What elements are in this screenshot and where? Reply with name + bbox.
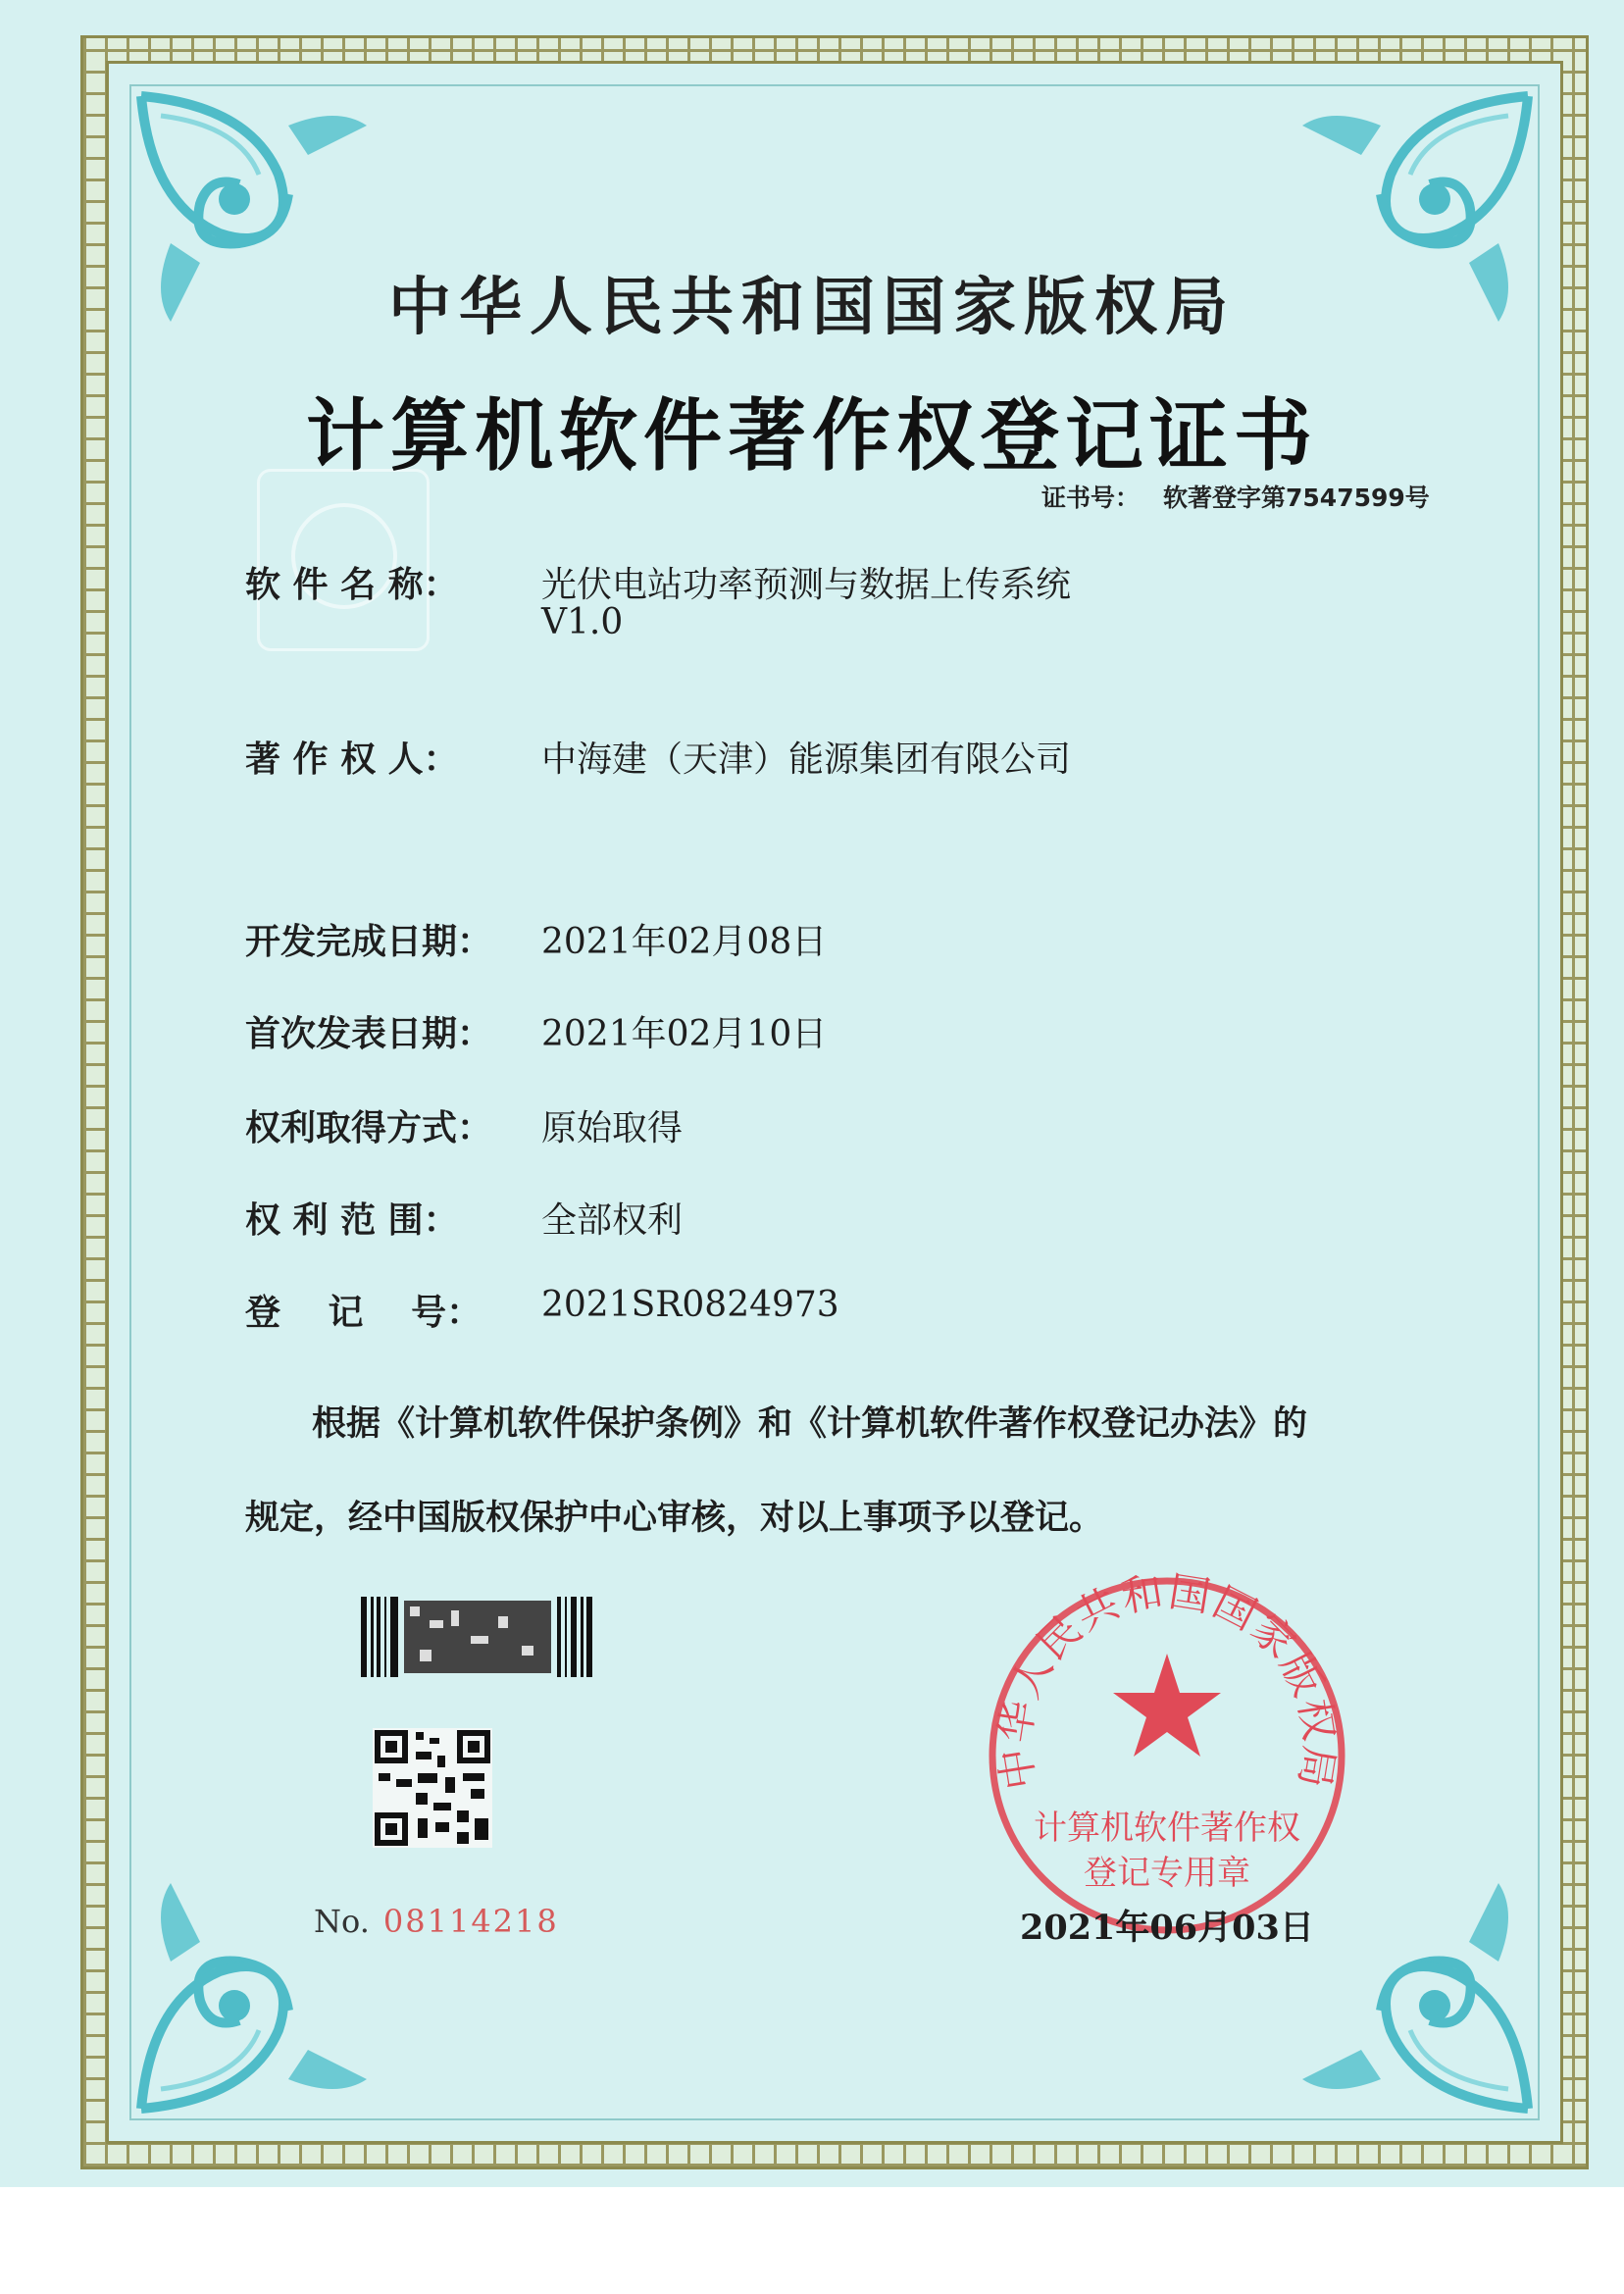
issuer-title: 中华人民共和国国家版权局 (388, 272, 1236, 344)
barcode-icon (361, 1597, 592, 1677)
field-value: 2021年02月08日 (541, 922, 828, 962)
field-value: 全部权利 (541, 1200, 684, 1241)
seal-inner-text: 登记专用章 (1084, 1854, 1250, 1893)
field-value: 原始取得 (541, 1108, 684, 1148)
field-label: 开发完成日期： (245, 922, 493, 962)
field-label: 权 利 范 围： (245, 1200, 459, 1241)
field-value: 中海建（天津）能源集团有限公司 (541, 739, 1072, 780)
certificate-title: 计算机软件著作权登记证书 (306, 389, 1318, 482)
field-label: 权利取得方式： (245, 1108, 493, 1148)
issue-date: 2021年06月03日 (1020, 1908, 1314, 1948)
qr-code-icon (373, 1728, 492, 1848)
serial-number-value: 08114218 (382, 1903, 559, 1940)
field-value: 2021年02月10日 (541, 1014, 828, 1054)
field-label: 首次发表日期： (245, 1014, 493, 1054)
field-label: 登 记 号： (245, 1293, 482, 1333)
statement-line-1: 根据《计算机软件保护条例》和《计算机软件著作权登记办法》的 (312, 1404, 1308, 1444)
serial-number (314, 1903, 559, 1940)
certificate-number-label: 证书号： (1041, 484, 1141, 512)
field-value: 光伏电站功率预测与数据上传系统 (541, 565, 1072, 605)
certificate-number-value: 软著登字第7547599号 (1163, 484, 1430, 512)
field-value: 2021SR0824973 (541, 1285, 839, 1325)
seal-inner-text: 计算机软件著作权 (1034, 1809, 1300, 1848)
field-value-version: V1.0 (541, 602, 624, 642)
serial-number-label: No. (314, 1903, 370, 1940)
field-label: 软 件 名 称： (245, 565, 459, 605)
statement-line-2: 规定，经中国版权保护中心审核，对以上事项予以登记。 (245, 1499, 1104, 1538)
seal-ring-text: 中华人民共和国国家版权局 (990, 1569, 1345, 1794)
certificate-number (1041, 479, 1430, 514)
field-label: 著 作 权 人： (245, 739, 459, 780)
